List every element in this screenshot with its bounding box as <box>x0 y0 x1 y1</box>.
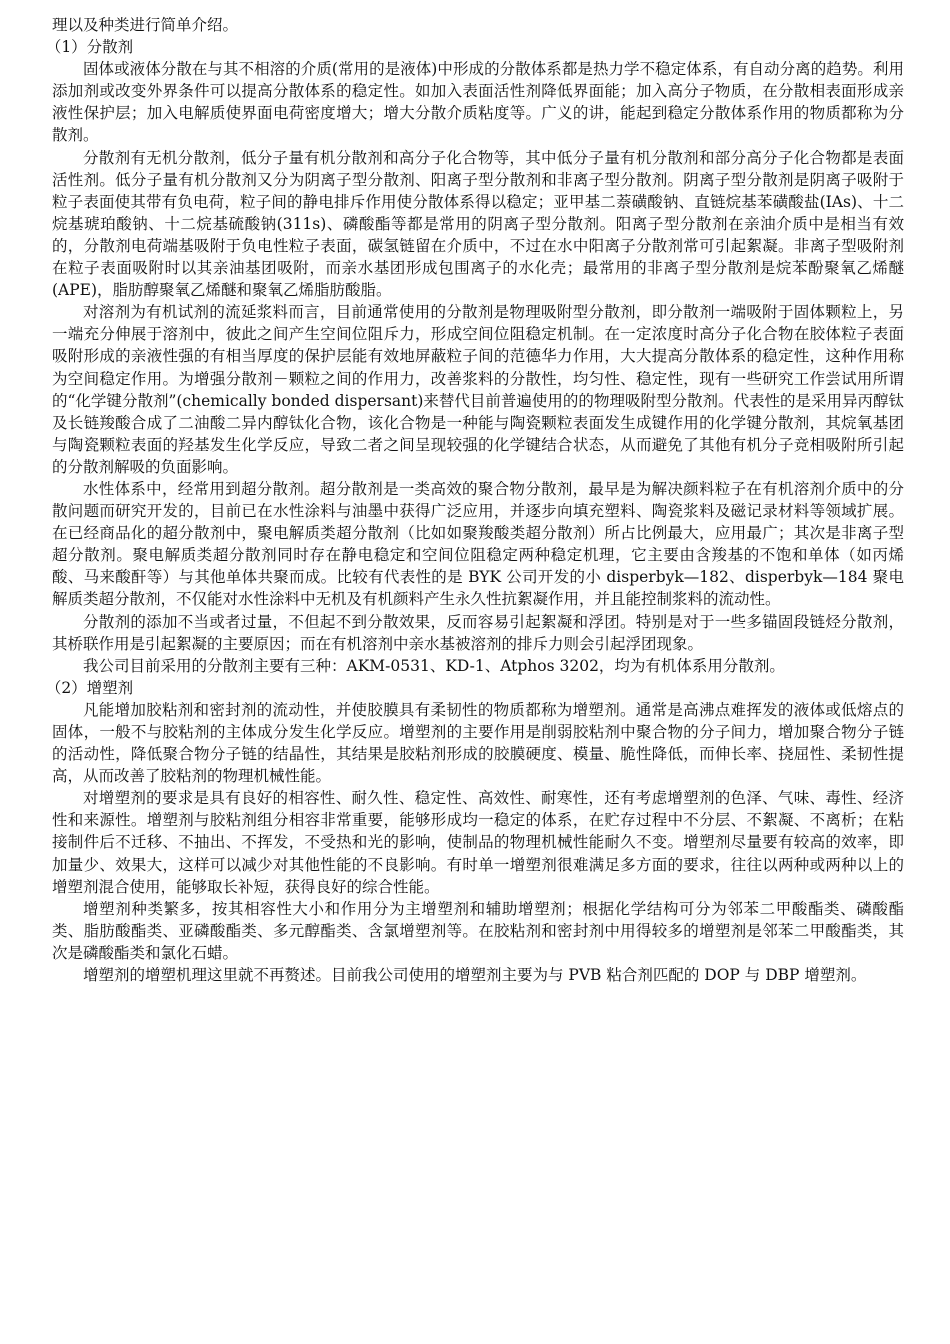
section-heading-dispersant: （1）分散剂 <box>45 38 134 57</box>
paragraph: 分散剂的添加不当或者过量，不但起不到分散效果，反而容易引起絮凝和浮团。特别是对于一些多锚固段链烃分散剂，其桥联作用是引起絮凝的主要原因；而在有机溶剂中亲水基被溶剂的排斥力则会引起浮团现象。 <box>52 612 904 653</box>
intro-line: 理以及种类进行简单介绍。 <box>52 16 239 34</box>
paragraph: 增塑剂种类繁多，按其相容性大小和作用分为主增塑剂和辅助增塑剂；根据化学结构可分为邻苯二甲酸酯类、磷酸酯类、脂肪酸酯类、亚磷酸酯类、多元醇酯类、含氯增塑剂等。在胶粘剂和密封剂中用得较多的增塑剂是邻苯二甲酸酯类，其次是磷酸酯类和氯化石蜡。 <box>52 899 904 962</box>
section-heading-plasticizer: （2）增塑剂 <box>45 678 134 697</box>
paragraph: 固体或液体分散在与其不相溶的介质(常用的是液体)中形成的分散体系都是热力学不稳定体系，有自动分离的趋势。利用添加剂或改变外界条件可以提高分散体系的稳定性。如加入表面活性剂降低界面能；加入高分子物质，在分散相表面形成亲液性保护层；加入电解质使界面电荷密度增大；增大分散介质粘度等。广义的讲，能起到稳定分散体系作用的物质都称为分散剂。 <box>52 60 904 145</box>
paragraph: 对增塑剂的要求是具有良好的相容性、耐久性、稳定性、高效性、耐寒性，还有考虑增塑剂的色泽、气味、毒性、经济性和来源性。增塑剂与胶粘剂组分相容非常重要，能够形成均一稳定的体系，在贮存过程中不分层、不絮凝、不离析；在粘接制件后不迁移、不抽出、不挥发，不受热和光的影响，使制品的物理机械性能耐久不变。增塑剂尽量要有较高的效率，即加量少、效果大，这样可以减少对其他性能的不良影响。有时单一增塑剂很难满足多方面的要求，往往以两种或两种以上的增塑剂混合使用，能够取长补短，获得良好的综合性能。 <box>52 789 904 896</box>
paragraph: 增塑剂的增塑机理这里就不再赘述。目前我公司使用的增塑剂主要为与 PVB 粘合剂匹配的 DOP 与 DBP 增塑剂。 <box>83 966 867 985</box>
paragraph: 对溶剂为有机试剂的流延浆料而言，目前通常使用的分散剂是物理吸附型分散剂，即分散剂一端吸附于固体颗粒上，另一端充分伸展于溶剂中，彼此之间产生空间位阻斥力，形成空间位阻稳定机制。在一定浓度时高分子化合物在胶体粒子表面吸附形成的亲液性强的有相当厚度的保护层能有效地屏蔽粒子间的范德华力作用，大大提高分散体系的稳定性，这种作用称为空间稳定作用。为增强分散剂－颗粒之间的作用力，改善浆料的分散性，均匀性、稳定性，现有一些研究工作尝试用所谓的“化学键分散剂”(chemically bonded dispersant)来替代目前普遍使用的的物理吸附型分散剂。代表性的是采用异丙醇钛及长链羧酸合成了二油酸二异内醇钛化合物，该化合物是一种能与陶瓷颗粒表面发生成键作用的化学键分散剂，其烷氧基团与陶瓷颗粒表面的羟基发生化学反应，导致二者之间呈现较强的化学键结合状态，从而避免了其他有机分子竞相吸附所引起的分散剂解吸的负面影响。 <box>52 303 904 476</box>
paragraph: 水性体系中，经常用到超分散剂。超分散剂是一类高效的聚合物分散剂，最早是为解决颜料粒子在有机溶剂介质中的分散问题而研究开发的，目前已在水性涂料与油墨中获得广泛应用，并逐步向填充塑料、陶瓷浆料及磁记录材料等领域扩展。在已经商品化的超分散剂中，聚电解质类超分散剂（比如如聚羧酸类超分散剂）所占比例最大，应用最广；其次是非离子型超分散剂。聚电解质类超分散剂同时存在静电稳定和空间位阻稳定两种稳定机理，它主要由含羧基的不饱和单体（如丙烯酸、马来酸酐等）与其他单体共聚而成。比较有代表性的是 BYK 公司开发的小 disperbyk—182、disperbyk—184 聚电解质类超分散剂，不仅能对水性涂料中无机及有机颜料产生永久性抗絮凝作用，并且能控制浆料的流动性。 <box>52 479 904 609</box>
paragraph: 分散剂有无机分散剂，低分子量有机分散剂和高分子化合物等，其中低分子量有机分散剂和部分高分子化合物都是表面活性剂。低分子量有机分散剂又分为阴离子型分散剂、阳离子型分散剂和非离子型分散剂。阴离子型分散剂是阴离子吸附于粒子表面使其带有负电荷，粒子间的静电排斥作用使分散体系得以稳定；亚甲基二萘磺酸钠、直链烷基苯磺酸盐(IAs)、十二烷基琥珀酸钠、十二烷基硫酸钠(311s)、磷酸酯等都是常用的阴离子型分散剂。阳离子型分散剂在亲油介质中是相当有效的，分散剂电荷端基吸附于负电性粒子表面，碳氢链留在介质中，不过在水中阳离子分散剂常可引起絮凝。非离子型吸附剂在粒子表面吸附时以其亲油基团吸附，而亲水基团形成包围离子的水化壳；最常用的非离子型分散剂是烷苯酚聚氧乙烯醚(APE)，脂肪醇聚氧乙烯醚和聚氧乙烯脂肪酸脂。 <box>52 148 904 300</box>
paragraph: 我公司目前采用的分散剂主要有三种：AKM-0531、KD-1、Atphos 3202，均为有机体系用分散剂。 <box>83 656 785 675</box>
paragraph: 凡能增加胶粘剂和密封剂的流动性，并使胶膜具有柔韧性的物质都称为增塑剂。通常是高沸点难挥发的液体或低熔点的固体，一般不与胶粘剂的主体成分发生化学反应。增塑剂的主要作用是削弱胶粘剂中聚合物的分子间力，增加聚合物分子链的活动性，降低聚合物分子链的结晶性，其结果是胶粘剂形成的胶膜硬度、模量、脆性降低，而伸长率、挠屈性、柔韧性提高，从而改善了胶粘剂的物理机械性能。 <box>52 700 904 786</box>
